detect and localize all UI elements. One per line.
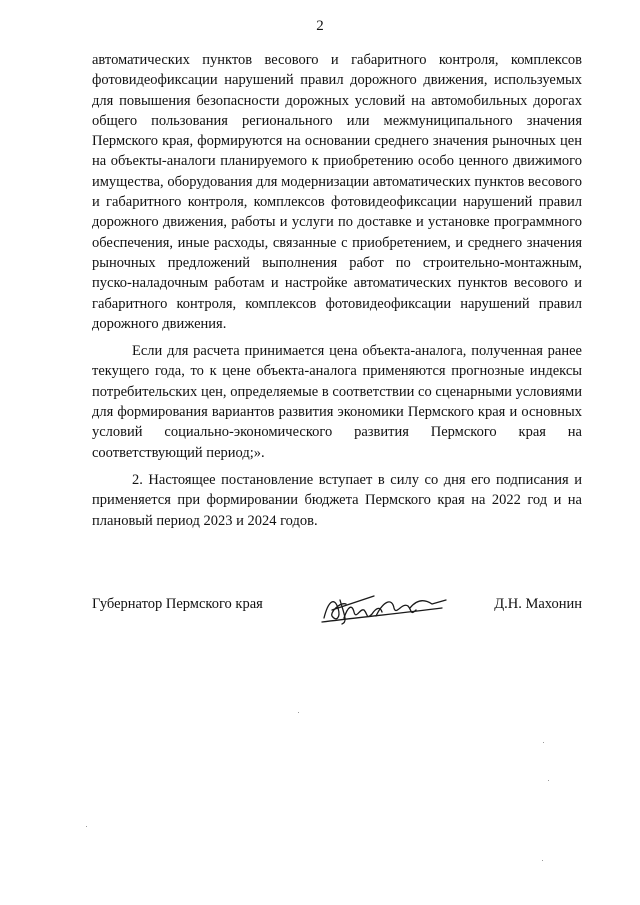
signatory-title: Губернатор Пермского края [92,596,263,612]
paragraph-continuation: автоматических пунктов весового и габаритного контроля, комплексов фотовидеофиксации нарушений правил дорожного движения, используемых для повышения безопасности дорожных условий на автомобильных дорогах общего пользования регионального или межмуниципального значения Пермского края, формируются на основании среднего значения рыночных цен на объекты-аналоги планируемого к приобретению особо ценного движимого имущества, оборудования для модернизации автоматических пунктов весового и габаритного контроля, комплексов фотовидеофиксации нарушений правил дорожного движения, работы и услуги по доставке и установке программного обеспечения, иные расходы, связанные с приобретением, и среднего значения рыночных предложений выполнения работ по строительно-монтажным, пуско-наладочным работам и настройке автоматических пунктов весового и габаритного контроля, комплексов фотовидеофиксации нарушений правил дорожного движения. [92,52,582,332]
paragraph-effective-date: 2. Настоящее постановление вступает в силу со дня его подписания и применяется при формировании бюджета Пермского края на 2022 год и на плановый период 2023 и 2024 годов. [92,471,582,529]
page-number: 2 [316,18,324,34]
scan-speck [298,712,299,713]
paragraph-price-analog: Если для расчета принимается цена объекта-аналога, полученная ранее текущего года, то к цене объекта-аналога применяются прогнозные индексы потребительских цен, определяемые в соответствии со сценарными условиями для формирования вариантов развития экономики Пермского края и основных условий социально-экономического развития Пермского края на соответствующий период;». [92,343,582,461]
document-body [92,50,582,531]
scan-speck [542,860,543,861]
scan-speck [543,742,544,743]
scan-speck [86,826,87,827]
scan-speck [548,780,549,781]
signatory-name: Д.Н. Махонин [494,596,582,612]
handwritten-signature [314,588,454,628]
signature-block [92,592,582,622]
